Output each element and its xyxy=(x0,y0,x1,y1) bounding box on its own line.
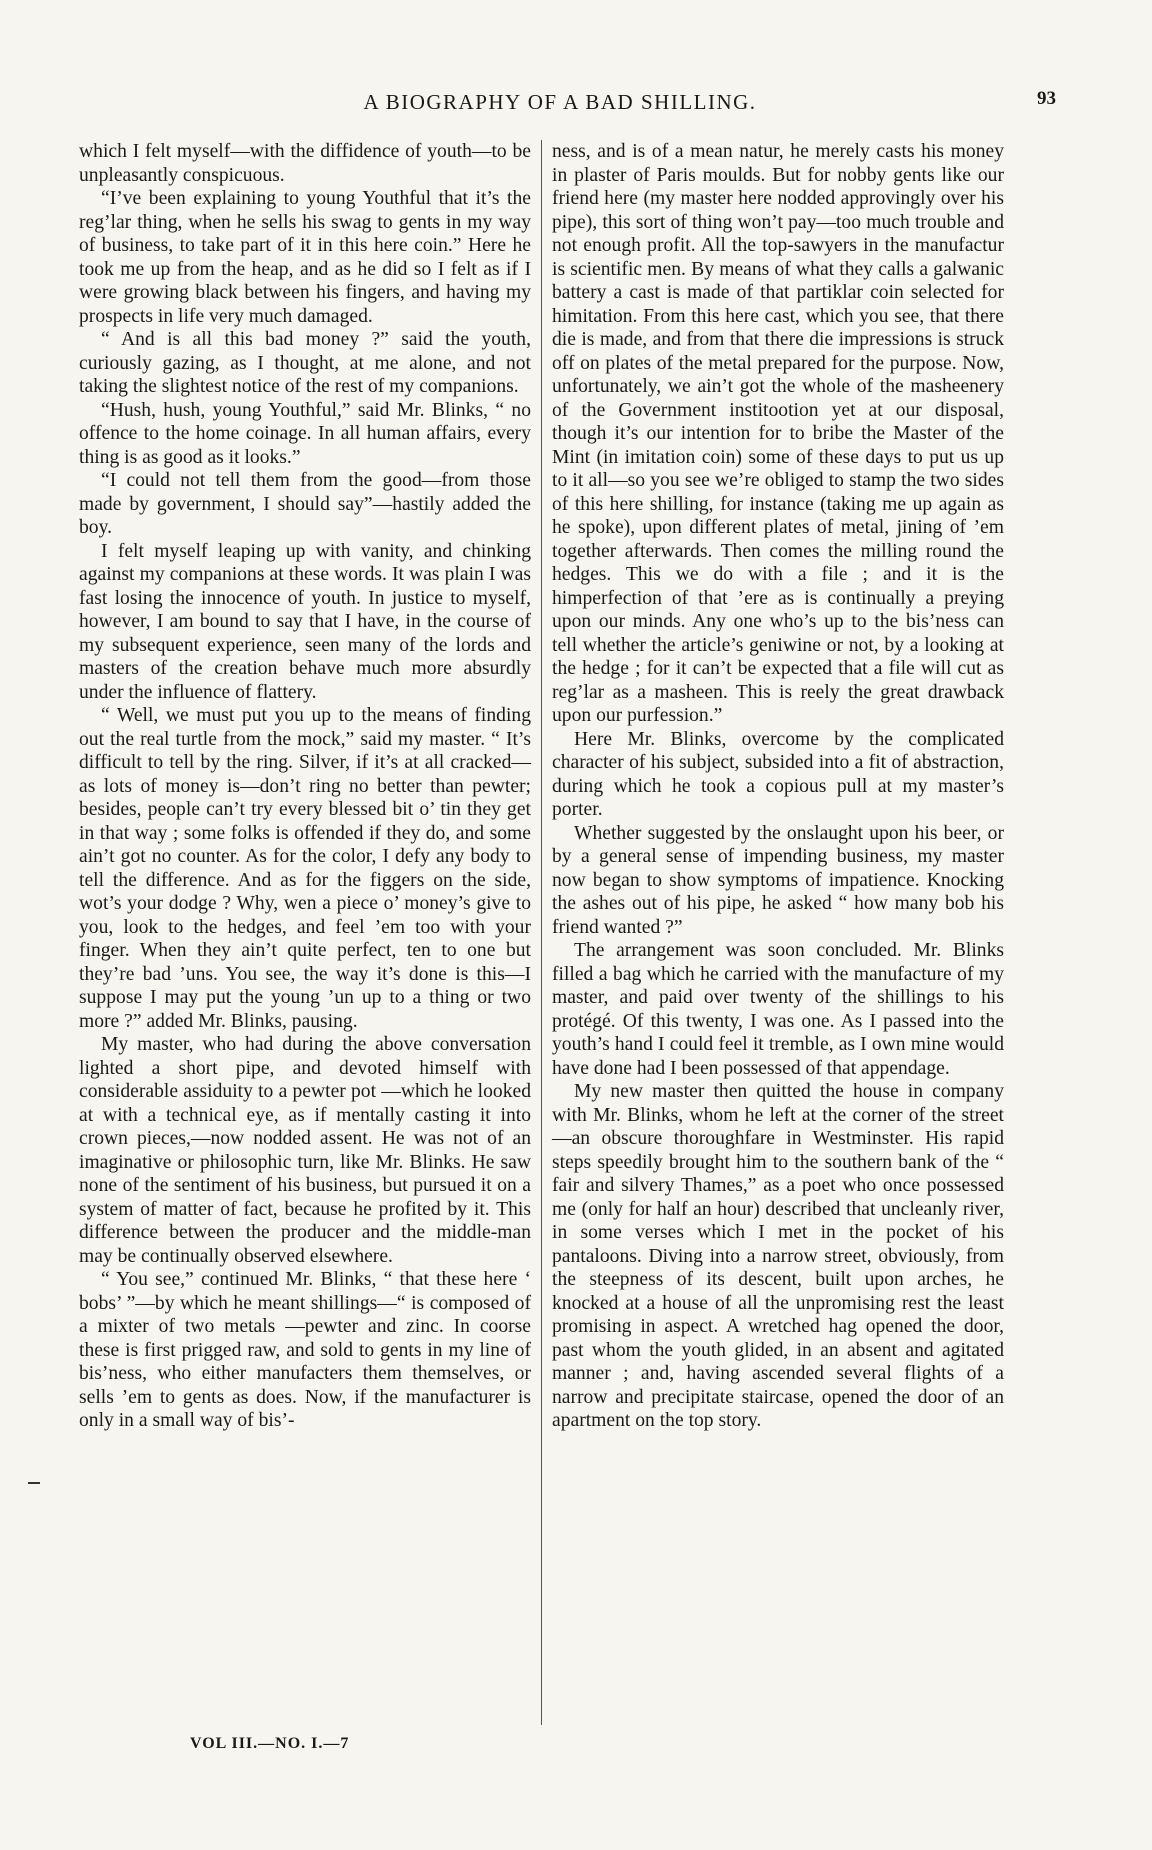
paragraph: ness, and is of a mean natur, he merely casts his money in plaster of Paris moulds. But for nobby gents like our friend here (my master here nodded approvingly over his pipe), this sort of thing won’t pay—too much trouble and not enough profit. All the top-sawyers in the manufactur is scientific men. By means of what they calls a galwanic battery a cast is made of that partiklar coin selected for himitation. From this here cast, which you see, that there die is made, and from that there die impressions is struck off on plates of the metal prepared for the purpose. Now, unfortunately, we ain’t got the whole of the masheenery of the Government institootion yet at our disposal, though it’s our intention for to bribe the Master of the Mint (in imitation coin) some of these days to put us up to it all—so you see we’re obliged to stamp the two sides of this here shilling, for instance (taking me up again as he spoke), upon different plates of metal, jining of ’em together afterwards. Then comes the milling round the hedges. This we do with a file ; and it is the himperfection of that ’ere as is continually a preying upon our minds. Any one who’s up to the bis’ness can tell whether the article’s geniwine or not, by a looking at the hedge ; for it can’t be expected that a file will cut as reg’lar as a masheen. This is reely the great drawback upon our purfession.” xyxy=(552,141,1004,726)
paragraph: “ You see,” continued Mr. Blinks, “ that these here ‘ bobs’ ”—by which he meant shillings—“ is composed of a mixter of two metals —pewter and zinc. In coorse these is first prigged raw, and sold to gents in my line of bis’ness, who either manufacters them themselves, or sells ’em to gents as does. Now, if the manufacturer is only in a small way of bis’- xyxy=(79,1269,531,1431)
right-column xyxy=(552,140,1004,1433)
paragraph: My new master then quitted the house in company with Mr. Blinks, whom he left at the corner of the street—an obscure thoroughfare in Westminster. His rapid steps speedily brought him to the southern bank of the “ fair and silvery Thames,” as a poet who once possessed me (only for half an hour) described that uncleanly river, in some verses which I met in the pocket of his pantaloons. Diving into a narrow street, obviously, from the steepness of its descent, built upon arches, he knocked at a house of all the unpromising rest the least promising in aspect. A wretched hag opened the door, past whom the youth glided, in an absent and agitated manner ; and, having ascended several flights of a narrow and precipitate staircase, opened the door of an apartment on the top story. xyxy=(552,1081,1004,1431)
page-header xyxy=(80,88,1056,118)
paragraph: which I felt myself—with the diffidence of youth—to be unpleasantly conspicuous. xyxy=(79,141,531,186)
paragraph: I felt myself leaping up with vanity, and chinking against my companions at these words. It was plain I was fast losing the innocence of youth. In justice to myself, however, I am bound to say that I have, in the course of my subsequent experience, seen many of the lords and masters of the creation behave much more absurdly under the influence of flattery. xyxy=(79,540,531,703)
margin-mark xyxy=(28,1482,40,1484)
paragraph: “Hush, hush, young Youthful,” said Mr. Blinks, “ no offence to the home coinage. In all human affairs, every thing is as good as it looks.” xyxy=(79,399,531,468)
paragraph: Whether suggested by the onslaught upon his beer, or by a general sense of impending business, my master now began to show symptoms of impatience. Knocking the ashes out of his pipe, he asked “ how many bob his friend wanted ?” xyxy=(552,822,1004,938)
left-column xyxy=(79,140,531,1433)
column-divider xyxy=(541,140,542,1725)
paragraph: The arrangement was soon concluded. Mr. Blinks filled a bag which he carried with the manufacture of my master, and paid over twenty of the shillings to his protégé. Of this twenty, I was one. As I passed into the youth’s hand I could feel it tremble, as I own mine would have done had I been possessed of that appendage. xyxy=(552,940,1004,1079)
paragraph: My master, who had during the above conversation lighted a short pipe, and devoted himself with considerable assiduity to a pewter pot —which he looked at with a technical eye, as if mentally casting it into crown pieces,—now nodded assent. He was not of an imaginative or philosophic turn, like Mr. Blinks. He saw none of the sentiment of his business, but pursued it on a system of matter of fact, because he profited by it. This difference between the producer and the middle-man may be continually observed elsewhere. xyxy=(79,1034,531,1267)
running-title: A BIOGRAPHY OF A BAD SHILLING. xyxy=(363,90,757,114)
paragraph: “I could not tell them from the good—from those made by government, I should say”—hastily added the boy. xyxy=(79,470,531,538)
paragraph: “ And is all this bad money ?” said the youth, curiously gazing, as I thought, at me alone, and not taking the slightest notice of the rest of my companions. xyxy=(79,329,531,397)
page-number: 93 xyxy=(1037,88,1056,109)
paragraph: “I’ve been explaining to young Youthful that it’s the reg’lar thing, when he sells his swag to gents in my way of business, to take part of it in this here coin.” Here he took me up from the heap, and as he did so I felt as if I were growing black between his fingers, and having my prospects in life very much damaged. xyxy=(79,188,531,327)
paragraph: “ Well, we must put you up to the means of finding out the real turtle from the mock,” said my master. “ It’s difficult to tell by the ring. Silver, if it’s at all cracked—as lots of money is—don’t ring no better than pewter; besides, people can’t try every blessed bit o’ tin they get in that way ; some folks is offended if they do, and some ain’t got no counter. As for the color, I defy any body to tell the difference. And as for the figgers on the side, wot’s your dodge ? Why, wen a piece o’ money’s give to you, look to the hedges, and feel ’em too with your finger. When they ain’t quite perfect, ten to one but they’re bad ’uns. You see, the way it’s done is this—I suppose I may put the young ’un up to a thing or two more ?” added Mr. Blinks, pausing. xyxy=(79,705,531,1032)
paragraph: Here Mr. Blinks, overcome by the complicated character of his subject, subsided into a fit of abstraction, during which he took a copious pull at my master’s porter. xyxy=(552,728,1004,820)
signature-line: VOL III.—NO. I.—7 xyxy=(190,1735,350,1752)
